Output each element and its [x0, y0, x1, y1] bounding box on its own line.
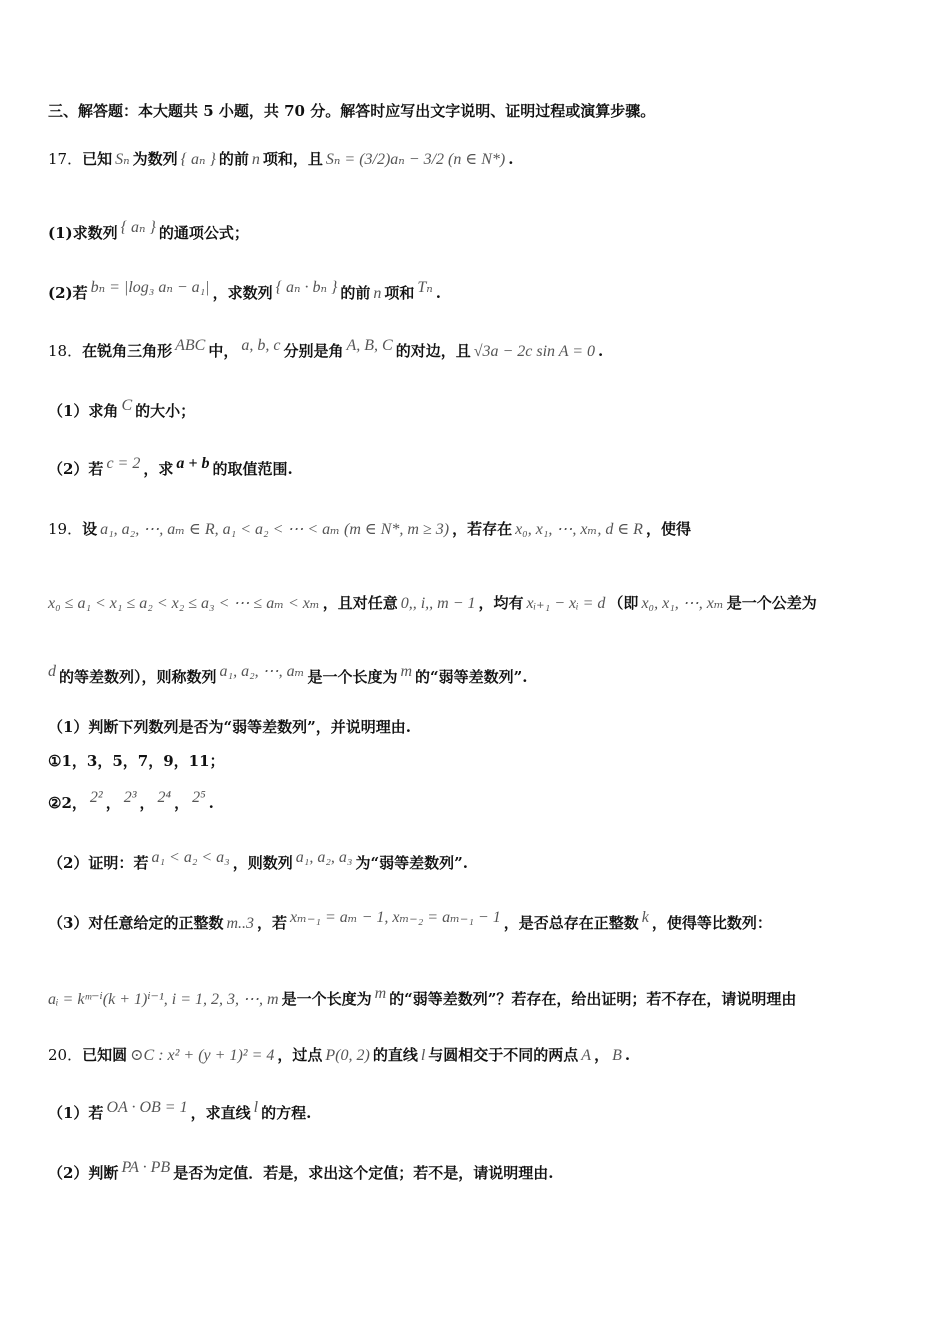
q17-math-3: n [251, 151, 260, 168]
q17-p1-math-1: { aₙ } [120, 219, 156, 236]
q17-part-2 [48, 279, 910, 305]
q18-text-4: 的对边，且 [395, 342, 471, 360]
q20-math-3: l [420, 1047, 426, 1064]
q19-p2-text-2: ，则数列 [232, 854, 293, 872]
q19-p1-text: （1）判断下列数列是否为“弱等差数列”，并说明理由. [48, 718, 411, 736]
q17-math-2: { aₙ } [180, 151, 216, 168]
q18-part-2 [48, 455, 910, 481]
q20-stem [48, 1044, 910, 1067]
q17-p1-text-1: (1)求数列 [48, 224, 118, 242]
q19-p1a-text: ①1，3，5，7，9，11； [48, 752, 225, 770]
q20-text-3: 的直线 [372, 1046, 418, 1064]
q19-l2-math-3: xᵢ₊₁ − xᵢ = d [526, 595, 606, 612]
q19-part-1b [48, 789, 910, 815]
q20-text-2: ，过点 [277, 1046, 323, 1064]
q17-math-1: Sₙ [115, 151, 130, 168]
q19-part-1a [48, 750, 910, 772]
q19-p2-math-1: a₁ < a₂ < a₃ [151, 849, 230, 866]
q19-p3-text-3: ，是否总存在正整数 [503, 914, 639, 932]
q19-part-3 [48, 909, 910, 935]
q18-p2-text-1: （2）若 [48, 460, 104, 478]
q17-p2-math-2: { aₙ · bₙ } [275, 279, 338, 296]
q19-line-3 [48, 663, 910, 689]
q20-text-5: ， [594, 1046, 610, 1064]
q20-p1-text-2: ，求直线 [190, 1104, 251, 1122]
q19-p3b-text-1: 是一个长度为 [281, 990, 372, 1008]
q17-p2-math-3: n [373, 285, 382, 302]
q17-text-4: 项和，且 [262, 150, 323, 168]
q17-part-1 [48, 219, 910, 245]
q19-p3-text-4: ，使得等比数列： [651, 914, 772, 932]
q17-p2-math-1: bₙ = |log₃ aₙ − a₁| [90, 279, 210, 296]
q19-p1b-math-3: 2⁴ [157, 789, 172, 806]
q19-l3-text-3: 的“弱等差数列”. [415, 668, 528, 686]
q20-p1-math-2: l [253, 1099, 259, 1116]
q18-p2-math-1: c = 2 [106, 455, 141, 472]
q19-p2-text-3: 为“弱等差数列”. [355, 854, 468, 872]
q19-math-2: x₀, x₁, ⋯, xₘ, d ∈ R [515, 521, 643, 538]
q19-p1b-sep-4: . [208, 794, 214, 812]
q19-line-2 [48, 592, 910, 615]
q20-text-4: 与圆相交于不同的两点 [428, 1046, 579, 1064]
q19-p3-text-2: ，若 [257, 914, 288, 932]
q19-math-1: a₁, a₂, ⋯, aₘ ∈ R, a₁ < a₂ < ⋯ < aₘ (m ∈ N*, m ≥ 3) [100, 521, 450, 538]
q17-text-5: . [508, 150, 514, 168]
q19-p1b-sep-2: ， [139, 794, 155, 812]
q19-l3-text-2: 是一个长度为 [307, 668, 398, 686]
q17-p2-text-4: 项和 [384, 284, 415, 302]
q20-math-2: P(0, 2) [325, 1047, 370, 1064]
q17-p2-math-4: Tₙ [417, 279, 433, 296]
q19-p3-math-2: xₘ₋₁ = aₘ − 1, xₘ₋₂ = aₘ₋₁ − 1 [290, 909, 501, 926]
q20-p2-math-1: PA · PB [121, 1159, 171, 1176]
q18-p2-math-2: a + b [176, 455, 210, 472]
q19-text-2: ，若存在 [452, 520, 513, 538]
q19-p3b-math-1: aᵢ = kᵐ⁻ⁱ(k + 1)ⁱ⁻¹, i = 1, 2, 3, ⋯, m [48, 991, 279, 1008]
q17-p2-text-2: ，求数列 [212, 284, 273, 302]
q19-text-3: ，使得 [645, 520, 691, 538]
q20-p1-text-1: （1）若 [48, 1104, 104, 1122]
q19-p1b-math-4: 2⁵ [192, 789, 206, 806]
section-heading [48, 100, 910, 122]
q19-p1b-text-1: ②2， [48, 794, 87, 812]
q19-p2-text-1: （2）证明：若 [48, 854, 149, 872]
q19-p1b-sep-1: ， [105, 794, 121, 812]
q17-p2-text-3: 的前 [340, 284, 371, 302]
q19-part-3b [48, 985, 910, 1011]
q20-part-2 [48, 1159, 910, 1185]
q19-number: 19． [48, 520, 83, 538]
q19-p1b-math-2: 2³ [123, 789, 137, 806]
q20-math-5: B [612, 1047, 622, 1064]
q17-p2-text-5: . [435, 284, 442, 302]
q19-p1b-math-1: 2² [89, 789, 103, 806]
q18-part-1 [48, 397, 910, 423]
q17-text-3: 的前 [218, 150, 249, 168]
q17-text-2: 为数列 [132, 150, 178, 168]
q18-text-5: . [598, 342, 604, 360]
q19-p3b-math-2: m [374, 985, 387, 1002]
q19-l3-math-3: m [400, 663, 413, 680]
q18-p1-text-1: （1）求角 [48, 402, 119, 420]
q19-p3b-text-2: 的“弱等差数列”？若存在，给出证明；若不存在，请说明理由 [389, 990, 797, 1008]
q17-math-4: Sₙ = (3/2)aₙ − 3/2 (n ∈ N*) [325, 151, 506, 168]
q20-math-1: ⊙C : x² + (y + 1)² = 4 [130, 1047, 275, 1064]
q19-stem [48, 518, 910, 541]
q17-p2-text-1: (2)若 [48, 284, 88, 302]
q18-number: 18． [48, 342, 83, 360]
q18-p2-text-2: ，求 [143, 460, 174, 478]
q18-math-2: a, b, c [241, 337, 281, 354]
q20-text-6: . [624, 1046, 631, 1064]
q18-text-2: 中， [208, 342, 239, 360]
q19-p3-math-3: k [641, 909, 649, 926]
q20-math-4: A [581, 1047, 592, 1064]
q19-l2-text-4: 是一个公差为 [726, 594, 817, 612]
q19-text-1: 设 [82, 520, 98, 538]
q17-text-1: 已知 [82, 150, 113, 168]
q19-part-1 [48, 716, 910, 738]
q20-part-1 [48, 1099, 910, 1125]
q17-number: 17． [48, 150, 83, 168]
q18-p2-text-3: 的取值范围. [212, 460, 293, 478]
q20-number: 20． [48, 1046, 83, 1064]
q19-p3-math-1: m..3 [226, 915, 255, 932]
q17-stem [48, 148, 910, 171]
q20-p2-text-1: （2）判断 [48, 1164, 119, 1182]
q19-l2-text-1: ，且对任意 [322, 594, 398, 612]
q18-math-4: √3a − 2c sin A = 0 [473, 343, 596, 360]
q20-p1-text-3: 的方程. [261, 1104, 312, 1122]
q20-p2-text-2: 是否为定值．若是，求出这个定值；若不是，请说明理由. [173, 1164, 554, 1182]
q19-p2-math-2: a₁, a₂, a₃ [295, 849, 353, 866]
q19-l3-math-2: a₁, a₂, ⋯, aₘ [219, 663, 305, 680]
q19-p3-text-1: （3）对任意给定的正整数 [48, 914, 224, 932]
q19-l2-math-2: 0,, i,, m − 1 [400, 595, 476, 612]
q19-l2-math-4: x₀, x₁, ⋯, xₘ [641, 595, 724, 612]
q18-math-3: A, B, C [346, 337, 393, 354]
q18-math-1: ABC [175, 337, 206, 354]
q19-l3-text-1: 的等差数列），则称数列 [59, 668, 217, 686]
q18-p1-math-1: C [121, 397, 133, 414]
q19-l2-text-2: ，均有 [478, 594, 524, 612]
q19-l2-text-3: （即 [608, 594, 639, 612]
q18-text-3: 分别是角 [283, 342, 344, 360]
q19-p1b-sep-3: ， [174, 794, 190, 812]
q18-stem [48, 337, 910, 363]
q17-p1-text-2: 的通项公式； [158, 224, 249, 242]
q18-p1-text-2: 的大小； [135, 402, 196, 420]
q19-l2-math-1: x₀ ≤ a₁ < x₁ ≤ a₂ < x₂ ≤ a₃ < ⋯ ≤ aₘ < xₘ [48, 595, 320, 612]
q19-l3-math-1: d [48, 663, 56, 680]
section-heading-text: 三、解答题：本大题共 5 小题，共 70 分。解答时应写出文字说明、证明过程或演算步骤。 [48, 102, 656, 120]
q20-text-1: 已知圆 [82, 1046, 128, 1064]
q18-text-1: 在锐角三角形 [82, 342, 173, 360]
q19-part-2 [48, 849, 910, 875]
q20-p1-math-1: OA · OB = 1 [106, 1099, 188, 1116]
